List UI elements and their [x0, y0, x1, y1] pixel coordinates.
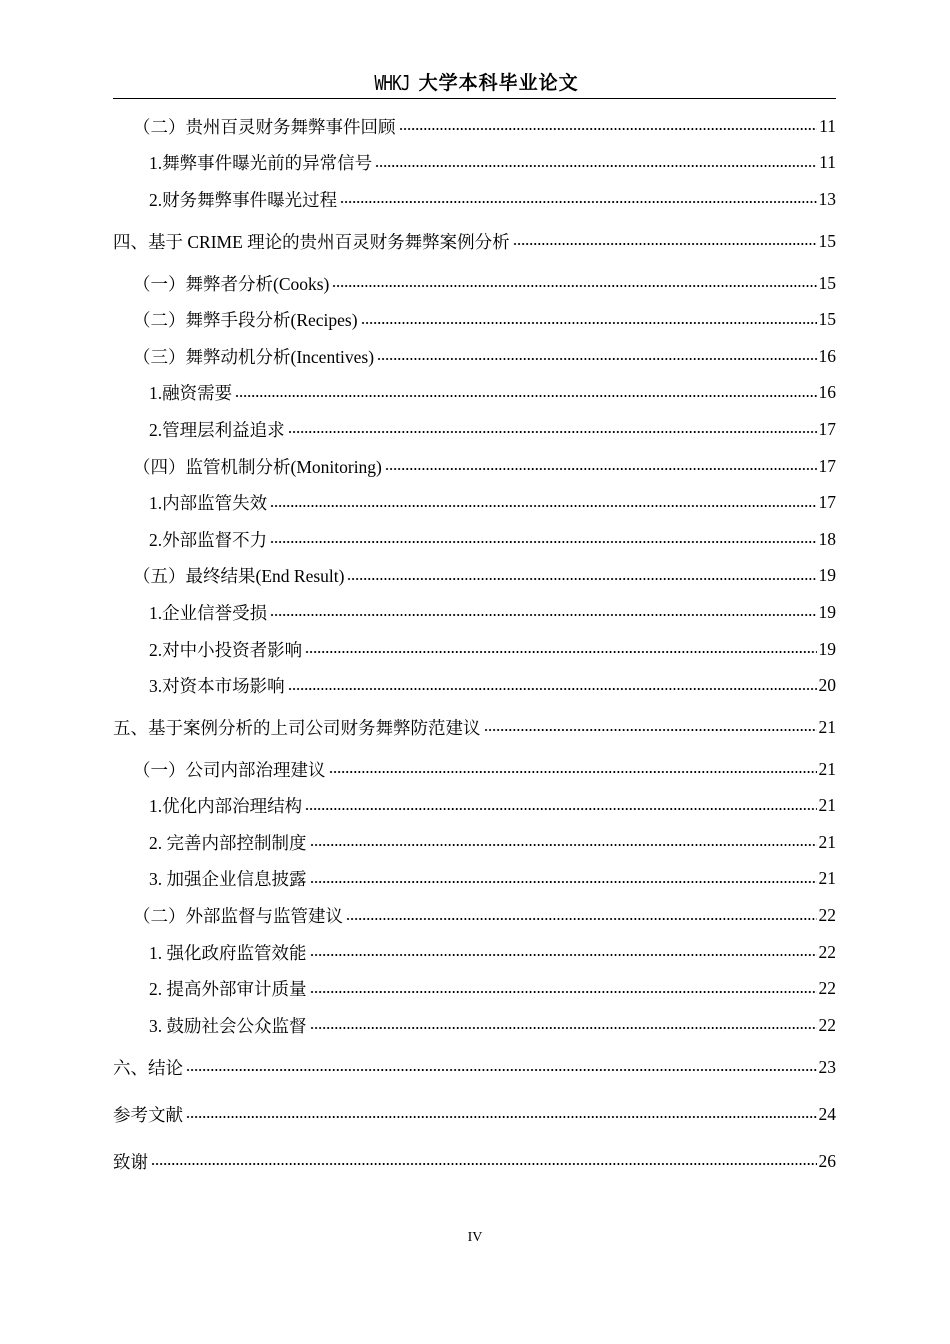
- header-school-code: WHKJ: [374, 71, 411, 95]
- toc-leader-dots: [270, 541, 816, 543]
- toc-entry-title: 2.管理层利益追求: [149, 417, 286, 442]
- toc-leader-dots: [288, 431, 817, 433]
- toc-entry-title: 参考文献: [113, 1102, 184, 1127]
- toc-entry-title: 3.对资本市场影响: [149, 673, 286, 698]
- toc-leader-dots: [186, 1116, 817, 1118]
- toc-entry-page: 18: [818, 528, 836, 549]
- toc-entry-title: 2. 提高外部审计质量: [149, 976, 308, 1001]
- toc-leader-dots: [332, 285, 816, 287]
- toc-entry-title: 2.外部监督不力: [149, 527, 268, 552]
- toc-entry-title: （四）监管机制分析(Monitoring): [133, 454, 383, 479]
- toc-entry-page: 26: [818, 1150, 836, 1171]
- toc-entry-page: 20: [818, 675, 836, 696]
- toc-leader-dots: [347, 578, 816, 580]
- toc-entry-page: 17: [818, 418, 836, 439]
- toc-entry[interactable]: [113, 861, 836, 898]
- toc-entry-page: 24: [818, 1103, 836, 1124]
- toc-entry[interactable]: [113, 484, 836, 521]
- toc-entry-page: 15: [818, 272, 836, 293]
- toc-entry-title: 2. 完善内部控制制度: [149, 830, 308, 855]
- toc-entry[interactable]: [113, 448, 836, 485]
- toc-entry[interactable]: [113, 631, 836, 668]
- toc-leader-dots: [329, 771, 817, 773]
- toc-leader-dots: [151, 1163, 817, 1165]
- toc-entry-title: 3. 加强企业信息披露: [149, 866, 308, 891]
- toc-entry-page: 15: [818, 309, 836, 330]
- toc-entry-title: 2.对中小投资者影响: [149, 637, 303, 662]
- toc-leader-dots: [310, 844, 817, 846]
- table-of-contents: [113, 108, 836, 1185]
- toc-entry[interactable]: [113, 218, 836, 265]
- toc-leader-dots: [270, 505, 816, 507]
- toc-entry[interactable]: [113, 704, 836, 751]
- toc-entry-title: 2.财务舞弊事件曝光过程: [149, 187, 338, 212]
- toc-leader-dots: [270, 614, 816, 616]
- toc-entry-page: 19: [818, 565, 836, 586]
- toc-leader-dots: [346, 918, 817, 920]
- toc-leader-dots: [310, 991, 817, 993]
- toc-entry[interactable]: [113, 788, 836, 825]
- toc-entry-title: （二）贵州百灵财务舞弊事件回顾: [133, 114, 397, 139]
- toc-leader-dots: [235, 395, 816, 397]
- toc-entry-title: （一）公司内部治理建议: [133, 757, 327, 782]
- toc-entry[interactable]: [113, 934, 836, 971]
- toc-entry-page: 17: [818, 455, 836, 476]
- toc-entry-title: 六、结论: [113, 1055, 184, 1080]
- toc-leader-dots: [310, 954, 817, 956]
- toc-entry[interactable]: [113, 411, 836, 448]
- toc-leader-dots: [375, 165, 817, 167]
- toc-leader-dots: [399, 128, 818, 130]
- toc-entry-page: 15: [818, 230, 836, 251]
- toc-entry-title: 1. 强化政府监管效能: [149, 940, 308, 965]
- toc-entry[interactable]: [113, 824, 836, 861]
- toc-entry[interactable]: [113, 970, 836, 1007]
- toc-entry[interactable]: [113, 375, 836, 412]
- toc-leader-dots: [377, 358, 816, 360]
- toc-leader-dots: [310, 881, 817, 883]
- toc-entry-page: 21: [818, 758, 836, 779]
- toc-entry-page: 23: [818, 1056, 836, 1077]
- toc-entry-page: 16: [818, 345, 836, 366]
- toc-entry[interactable]: [113, 1138, 836, 1185]
- toc-entry-page: 22: [818, 978, 836, 999]
- toc-entry-page: 21: [818, 795, 836, 816]
- toc-entry-title: （一）舞弊者分析(Cooks): [133, 271, 330, 296]
- toc-entry-title: 致谢: [113, 1149, 149, 1174]
- toc-entry-page: 16: [818, 382, 836, 403]
- toc-entry-title: 1.内部监管失效: [149, 490, 268, 515]
- toc-leader-dots: [305, 651, 816, 653]
- toc-entry-page: 22: [818, 1014, 836, 1035]
- toc-leader-dots: [385, 468, 817, 470]
- toc-entry[interactable]: [113, 1007, 836, 1044]
- toc-entry[interactable]: [113, 558, 836, 595]
- toc-entry[interactable]: [113, 301, 836, 338]
- page-number: IV: [467, 1230, 483, 1245]
- toc-entry-page: 13: [818, 188, 836, 209]
- toc-entry[interactable]: [113, 751, 836, 788]
- toc-entry[interactable]: [113, 897, 836, 934]
- toc-entry-title: （三）舞弊动机分析(Incentives): [133, 344, 375, 369]
- toc-entry-page: 22: [818, 905, 836, 926]
- toc-entry-title: （二）外部监督与监管建议: [133, 903, 344, 928]
- toc-entry-title: （二）舞弊手段分析(Recipes): [133, 307, 359, 332]
- toc-entry[interactable]: [113, 667, 836, 704]
- toc-leader-dots: [484, 729, 817, 731]
- toc-leader-dots: [310, 1027, 817, 1029]
- toc-entry-title: 五、基于案例分析的上司公司财务舞弊防范建议: [113, 715, 482, 740]
- toc-leader-dots: [513, 243, 817, 245]
- toc-entry-page: 21: [818, 716, 836, 737]
- toc-entry[interactable]: [113, 1044, 836, 1091]
- toc-entry-page: 22: [818, 941, 836, 962]
- toc-entry-page: 17: [818, 492, 836, 513]
- toc-entry[interactable]: [113, 265, 836, 302]
- toc-entry-page: 19: [818, 601, 836, 622]
- toc-entry-page: 19: [818, 638, 836, 659]
- toc-entry[interactable]: [113, 338, 836, 375]
- header-title: 大学本科毕业论文: [418, 72, 579, 94]
- toc-leader-dots: [186, 1069, 817, 1071]
- toc-entry-page: 11: [819, 115, 836, 136]
- toc-leader-dots: [305, 808, 816, 810]
- toc-leader-dots: [361, 322, 817, 324]
- toc-entry-page: 11: [819, 152, 836, 173]
- toc-leader-dots: [340, 201, 816, 203]
- page-header: [113, 68, 836, 99]
- toc-entry-title: （五）最终结果(End Result): [133, 563, 345, 588]
- toc-entry[interactable]: [113, 181, 836, 218]
- toc-entry-page: 21: [818, 831, 836, 852]
- toc-entry[interactable]: [113, 108, 836, 145]
- toc-entry[interactable]: [113, 145, 836, 182]
- toc-entry-title: 四、基于 CRIME 理论的贵州百灵财务舞弊案例分析: [113, 229, 511, 254]
- toc-entry-title: 1.融资需要: [149, 380, 233, 405]
- toc-entry-title: 1.企业信誉受损: [149, 600, 268, 625]
- toc-entry-title: 3. 鼓励社会公众监督: [149, 1013, 308, 1038]
- toc-entry-title: 1.舞弊事件曝光前的异常信号: [149, 150, 373, 175]
- toc-entry[interactable]: [113, 594, 836, 631]
- toc-entry[interactable]: [113, 521, 836, 558]
- toc-leader-dots: [288, 688, 817, 690]
- toc-entry-title: 1.优化内部治理结构: [149, 793, 303, 818]
- toc-entry[interactable]: [113, 1091, 836, 1138]
- toc-entry-page: 21: [818, 868, 836, 889]
